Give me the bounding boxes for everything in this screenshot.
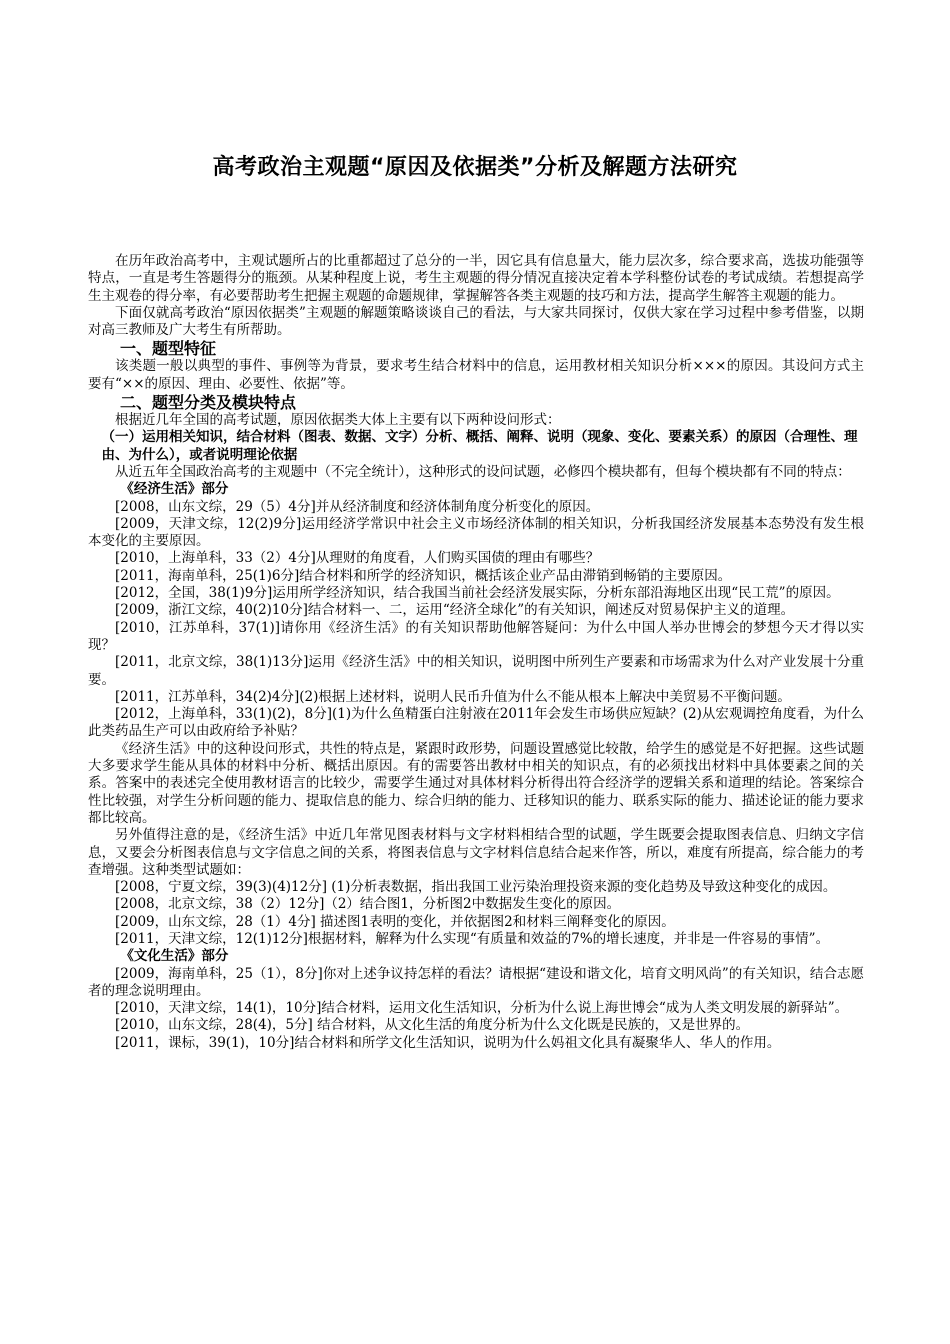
list-item: [2010，上海单科，33（2）4分]从理财的角度看，人们购买国债的理由有哪些？: [115, 550, 600, 567]
section-1-heading: 一、题型特征: [120, 339, 217, 359]
list-item: [2009，浙江文综，40(2)10分]结合材料一、二，运用“经济全球化”的有关知识，阐述反对贸易保护主义的道理。: [115, 602, 795, 619]
list-item: [2008，山东文综，29（5）4分]并从经济制度和经济体制角度分析变化的原因。: [115, 498, 600, 515]
list-item: [2008，北京文综，38（2）12分]（2）结合图1，分析图2中数据发生变化的原因。: [115, 896, 621, 913]
intro-paragraph-1: 在历年政治高考中，主观试题所占的比重都超过了总分的一半，因它具有信息量大，能力层次多，综合要求高，选拔功能强等特点，一直是考生答题得分的瓶颈。从某种程度上说，考生主观题的得分情况直接决定着本学科整份试卷的考试成绩。若想提高学生主观卷的得分率，有必要帮助考生把握主观题的命题规律，掌握解答各类主观题的技巧和方法，提高学生解答主观题的能力。: [88, 253, 864, 304]
list-item: [2012，全国，38(1)9分]运用所学经济知识，结合我国当前社会经济发展实际，分析东部沿海地区出现“民工荒”的原因。: [115, 585, 840, 602]
economy-summary-2: 另外值得注意的是，《经济生活》中近几年常见图表材料与文字材料相结合型的试题，学生既要会提取图表信息、归纳文字信息，又要会分析图表信息与文字信息之间的关系，将图表信息与文字材料信息结合起来作答，所以，难度有所提高，综合能力的考查增强。这种类型试题如：: [88, 827, 864, 878]
section-2-heading: 二、题型分类及模块特点: [120, 393, 297, 413]
list-item: [2010，江苏单科，37(1)]请你用《经济生活》的有关知识帮助他解答疑问：为什么中国人举办世博会的梦想今天才得以实现？: [88, 619, 864, 653]
list-item: [2010，山东文综，28(4)，5分] 结合材料，从文化生活的角度分析为什么文化既是民族的，又是世界的。: [115, 1017, 750, 1034]
list-item: [2012，上海单科，33(1)(2)，8分](1)为什么鱼精蛋白注射液在2011年会发生市场供应短缺？(2)从宏观调控角度看，为什么此类药品生产可以由政府给予补贴？: [88, 706, 864, 740]
list-item: [2011，海南单科，25(1)6分]结合材料和所学的经济知识，概括该企业产品由滞销到畅销的主要原因。: [115, 567, 732, 584]
subsection-1-text: 从近五年全国政治高考的主观题中（不完全统计），这种形式的设问试题，必修四个模块都有，但每个模块都有不同的特点：: [115, 463, 851, 480]
list-item: [2011，江苏单科，34(2)4分](2)根据上述材料，说明人民币升值为什么不能从根本上解决中美贸易不平衡问题。: [115, 688, 791, 705]
intro-paragraph-2: 下面仅就高考政治“原因依据类”主观题的解题策略谈谈自己的看法，与大家共同探讨，仅供大家在学习过程中参考借鉴，以期对高三教师及广大考生有所帮助。: [88, 304, 864, 339]
subsection-1-heading: （一）运用相关知识，结合材料（图表、数据、文字）分析、概括、阐释、说明（现象、变化、要素关系）的原因（合理性、理由、为什么），或者说明理论依据: [101, 429, 858, 463]
list-item: [2009，天津文综，12(2)9分]运用经济学常识中社会主义市场经济体制的相关知识，分析我国经济发展基本态势没有发生根本变化的主要原因。: [88, 515, 864, 550]
list-item: [2011，北京文综，38(1)13分]运用《经济生活》中的相关知识，说明图中所列生产要素和市场需求为什么对产业发展十分重要。: [88, 654, 864, 688]
culture-heading: 《文化生活》部分: [120, 948, 229, 965]
section-2-intro: 根据近几年全国的高考试题，原因依据类大体上主要有以下两种设问形式：: [115, 412, 561, 429]
economy-heading: 《经济生活》部分: [120, 481, 229, 498]
list-item: [2009，海南单科，25（1），8分]你对上述争议持怎样的看法？请根据“建设和谐文化，培育文明风尚”的有关知识，结合志愿者的理念说明理由。: [88, 965, 864, 999]
document-body: [88, 253, 864, 1052]
economy-summary-1: 《经济生活》中的这种设问形式，共性的特点是，紧跟时政形势，问题设置感觉比较散，给学生的感觉是不好把握。这些试题大多要求学生能从具体的材料中分析、概括出原因。有的需要答出教材中相关的知识点，有的必须找出材料中具体要素之间的关系。答案中的表述完全使用教材语言的比较少，需要学生通过对具体材料分析得出符合经济学的逻辑关系和道理的结论。答案综合性比较强，对学生分析问题的能力、提取信息的能力、综合归纳的能力、迁移知识的能力、联系实际的能力、描述论证的能力要求都比较高。: [88, 740, 864, 826]
section-1-text: 该类题一般以典型的事件、事例等为背景，要求考生结合材料中的信息，运用教材相关知识分析×××的原因。其设问方式主要有“××的原因、理由、必要性、依据”等。: [88, 358, 864, 392]
list-item: [2008，宁夏文综，39(3)(4)12分] (1)分析表数据，指出我国工业污染治理投资来源的变化趋势及导致这种变化的成因。: [115, 879, 837, 896]
page-title: 高考政治主观题“原因及依据类”分析及解题方法研究: [212, 155, 738, 180]
list-item: [2011，天津文综，12(1)12分]根据材料，解释为什么实现“有质量和效益的7%的增长速度，并非是一件容易的事情”。: [115, 930, 830, 947]
list-item: [2010，天津文综，14(1)，10分]结合材料，运用文化生活知识，分析为什么说上海世博会“成为人类文明发展的新驿站”。: [115, 1000, 849, 1017]
list-item: [2009，山东文综，28（1）4分] 描述图1表明的变化，并依据图2和材料三阐释变化的原因。: [115, 913, 675, 930]
list-item: [2011，课标，39(1)，10分]结合材料和所学文化生活知识，说明为什么妈祖文化具有凝聚华人、华人的作用。: [115, 1034, 781, 1051]
